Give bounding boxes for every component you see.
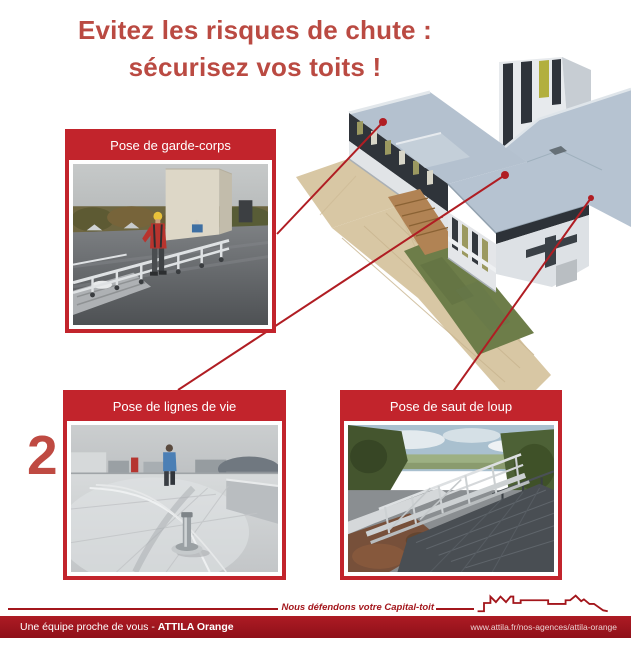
page-title-line2: sécurisez vos toits ! (128, 52, 382, 82)
footer-left-prefix: Une équipe proche de vous - (20, 621, 158, 633)
roofline-logo-icon (474, 592, 626, 614)
panel-garde-corps-label: Pose de garde-corps (110, 138, 231, 153)
photo-saut-de-loup (348, 425, 554, 572)
footer-brand: ATTILA Orange (157, 621, 234, 633)
panel-saut-de-loup (340, 390, 562, 580)
tagline-rule-left (8, 608, 278, 610)
panel-lignes-de-vie (63, 390, 286, 580)
panel-garde-corps (65, 129, 276, 333)
page-title (35, 12, 475, 86)
footer-left-text (0, 621, 234, 633)
tagline-rule-right (436, 608, 474, 610)
callout-dot-saut-de-loup (588, 195, 594, 201)
callout-dot-lignes-de-vie (501, 171, 509, 179)
footer-bar (0, 616, 631, 638)
panel-saut-de-loup-label: Pose de saut de loup (389, 399, 513, 414)
panel-lignes-de-vie-label: Pose de lignes de vie (112, 399, 237, 414)
footer-tagline: Nous défendons votre Capital-toit (281, 602, 434, 613)
callout-dot-garde-corps (379, 118, 387, 126)
step-number: 2 (27, 424, 58, 486)
footer-url[interactable]: www.attila.fr/nos-agences/attila-orange (470, 622, 617, 632)
photo-lignes-de-vie (71, 425, 278, 572)
footer-tagline-row (8, 595, 626, 614)
page-title-line1: Evitez les risques de chute : (77, 15, 433, 45)
photo-garde-corps (73, 164, 268, 325)
